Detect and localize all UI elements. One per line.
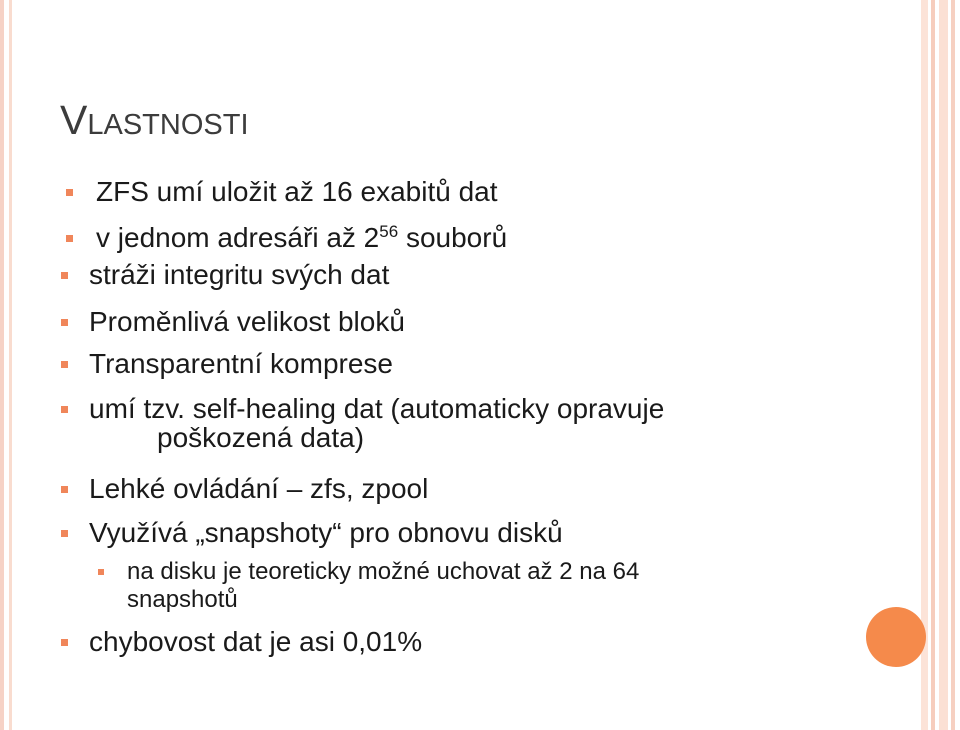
bullet-item: [89, 305, 405, 339]
bullet-marker: [61, 530, 68, 537]
bullet-marker: [66, 235, 73, 242]
accent-circle: [866, 607, 926, 667]
decorative-stripe-right: [951, 0, 955, 730]
bullet-marker: [61, 319, 68, 326]
bullet-item: [89, 392, 664, 455]
bullet-item: [96, 175, 498, 209]
bullet-marker: [61, 361, 68, 368]
slide-title-rest: LASTNOSTI: [87, 109, 249, 141]
bullet-item: [89, 516, 563, 550]
decorative-stripe-right: [931, 0, 935, 730]
decorative-stripe-left: [0, 0, 4, 730]
bullet-text: souborů: [398, 222, 508, 253]
bullet-item: [96, 221, 507, 255]
bullet-marker: [98, 569, 104, 575]
bullet-text: Využívá „snapshoty“ pro obnovu disků: [89, 517, 563, 548]
slide-title-initial: V: [60, 97, 88, 143]
bullet-marker: [61, 406, 68, 413]
sub-bullet-item: [127, 558, 639, 614]
bullet-text-continued: poškozená data): [157, 422, 365, 453]
bullet-marker: [61, 639, 68, 646]
bullet-text: stráži integritu svých dat: [89, 259, 390, 290]
bullet-item: [89, 347, 393, 381]
bullet-marker: [61, 486, 68, 493]
bullet-text: Transparentní komprese: [89, 348, 393, 379]
bullet-item: [89, 625, 422, 659]
bullet-item: [89, 472, 428, 506]
bullet-text: v jednom adresáři až 2: [96, 222, 380, 253]
slide-title: [60, 97, 249, 143]
decorative-stripe-right: [939, 0, 948, 730]
bullet-text: umí tzv. self-healing dat (automaticky opravuje: [89, 393, 665, 424]
bullet-text: chybovost dat je asi 0,01%: [89, 626, 423, 657]
decorative-stripe-left: [9, 0, 12, 730]
bullet-text: ZFS umí uložit až 16 exabitů dat: [96, 176, 498, 207]
bullet-text-continued: snapshotů: [127, 586, 238, 613]
bullet-item: [89, 258, 389, 292]
bullet-text: Lehké ovládání – zfs, zpool: [89, 473, 429, 504]
decorative-stripe-right: [921, 0, 928, 730]
bullet-text: na disku je teoreticky možné uchovat až 2 na 64: [127, 558, 640, 585]
bullet-marker: [61, 272, 68, 279]
exponent: 56: [379, 222, 399, 241]
bullet-text: Proměnlivá velikost bloků: [89, 306, 405, 337]
bullet-marker: [66, 189, 73, 196]
